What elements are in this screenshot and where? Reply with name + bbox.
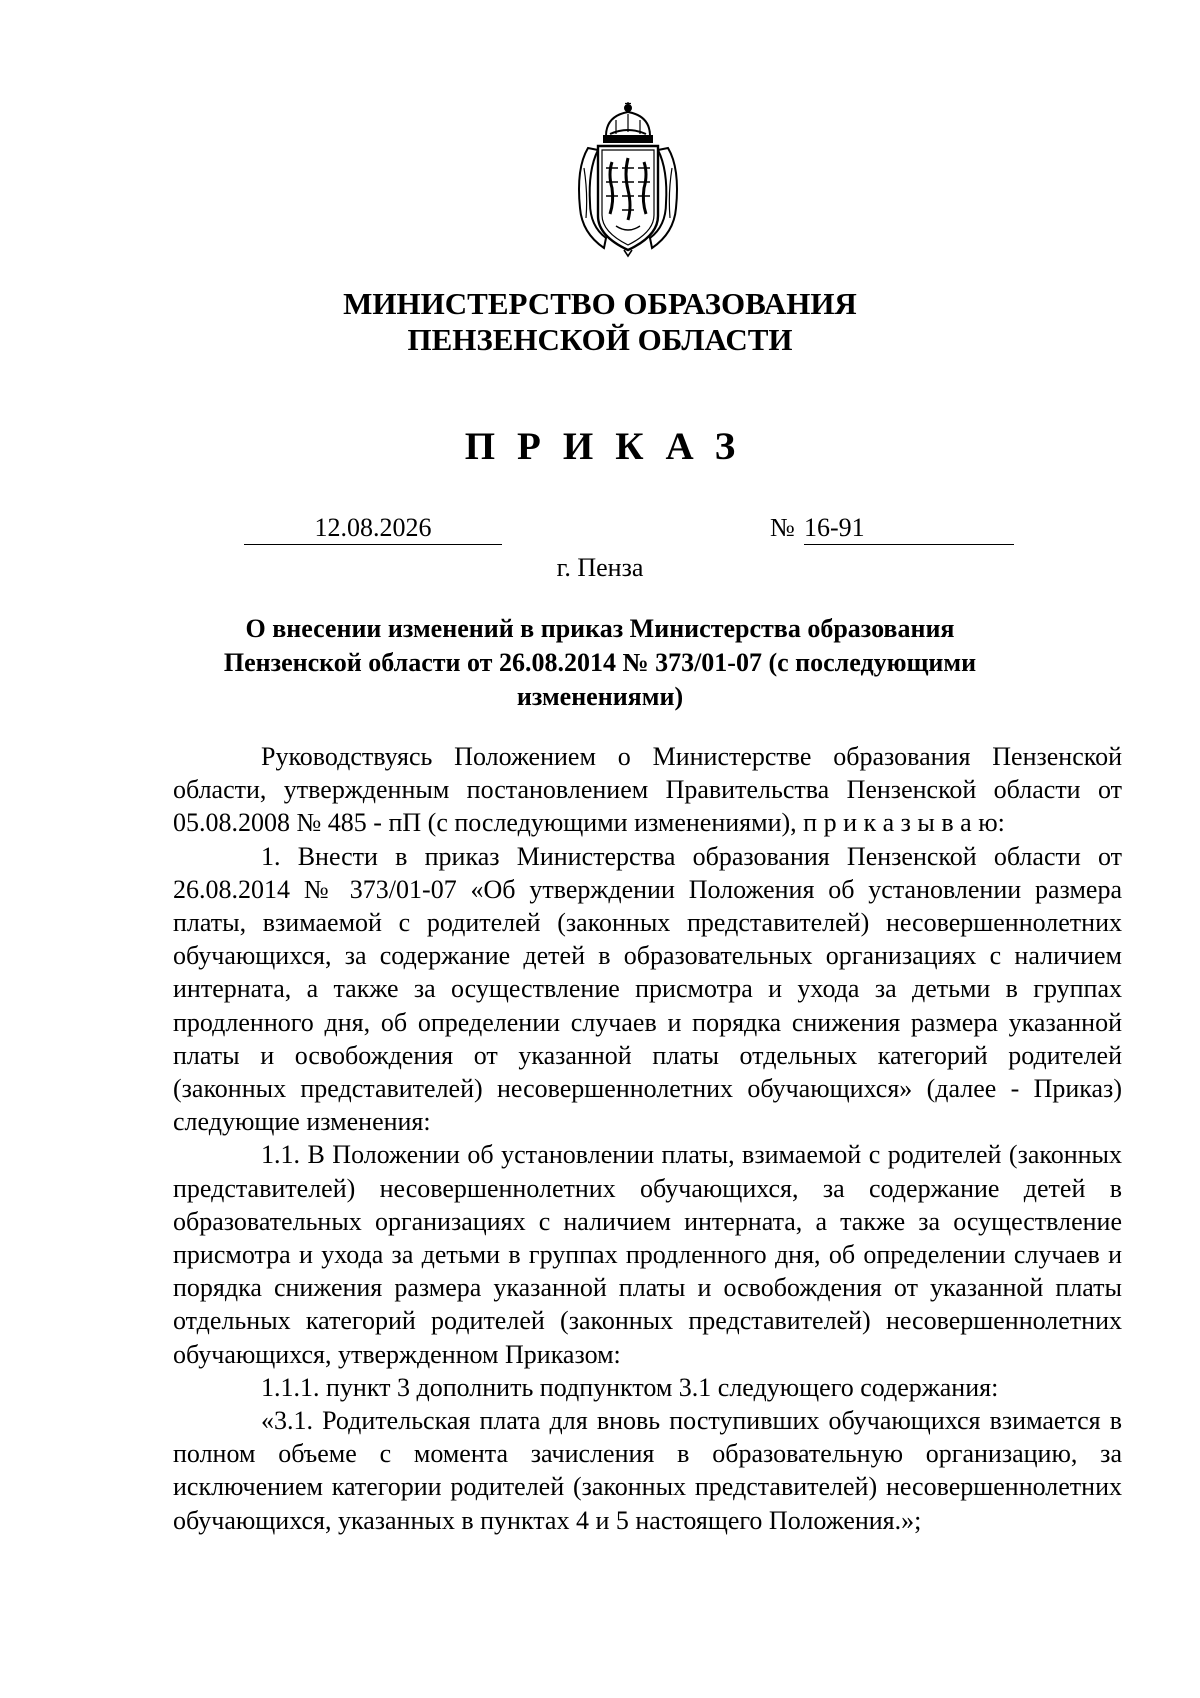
number-value: 16-91 — [804, 512, 1014, 545]
coat-of-arms-icon — [566, 98, 690, 258]
body-paragraph-1: Руководствуясь Положением о Министерстве образования Пензенской области, утвержденным постановлением Правительства Пензенской области от 05.08.2008 № 485 - пП (с последующими изменениями), п р и к а з ы в а ю: — [173, 742, 1122, 838]
document-body — [173, 740, 1122, 1537]
document-date: 12.08.2026 — [244, 512, 502, 545]
body-paragraph-5: «3.1. Родительская плата для вновь поступивших обучающихся взимается в полном объеме с момента зачисления в образовательную организацию, за исключением категории родителей (законных представителей) несовершеннолетних обучающихся, указанных в пунктах 4 и 5 настоящего Положения.»; — [173, 1406, 1122, 1535]
document-city: г. Пенза — [556, 553, 644, 582]
document-type-title: ПРИКАЗ — [464, 425, 758, 468]
number-sign: № — [770, 513, 795, 542]
document-subject: О внесении изменений в приказ Министерства образования Пензенской области от 26.08.2014 № 373/01-07 (с последующими изменениями) — [223, 614, 977, 711]
document-number — [770, 512, 1020, 545]
ministry-name-line-2: ПЕНЗЕНСКОЙ ОБЛАСТИ — [407, 322, 793, 357]
body-paragraph-3: 1.1. В Положении об установлении платы, взимаемой с родителей (законных представителей) несовершеннолетних обучающихся, за содержание детей в образовательных организациях с наличием интерната, а также за осуществление присмотра и ухода за детьми в группах продленного дня, об определении случаев и порядка снижения размера указанной платы и освобождения от указанной платы отдельных категорий родителей (законных представителей) несовершеннолетних обучающихся, утвержденном Приказом: — [173, 1140, 1122, 1369]
ministry-name-line-1: МИНИСТЕРСТВО ОБРАЗОВАНИЯ — [343, 286, 857, 321]
body-paragraph-4: 1.1.1. пункт 3 дополнить подпунктом 3.1 следующего содержания: — [261, 1372, 999, 1402]
body-paragraph-2: 1. Внести в приказ Министерства образования Пензенской области от 26.08.2014 № 373/01-07 «Об утверждении Положения об установлении размера платы, взимаемой с родителей (законных представителей) несовершеннолетних обучающихся, за содержание детей в образовательных организациях с наличием интерната, а также за осуществление присмотра и ухода за детьми в группах продленного дня, об определении случаев и порядка снижения размера указанной платы и освобождения от указанной платы отдельных категорий родителей (законных представителей) несовершеннолетних обучающихся» (далее - Приказ) следующие изменения: — [173, 841, 1122, 1137]
